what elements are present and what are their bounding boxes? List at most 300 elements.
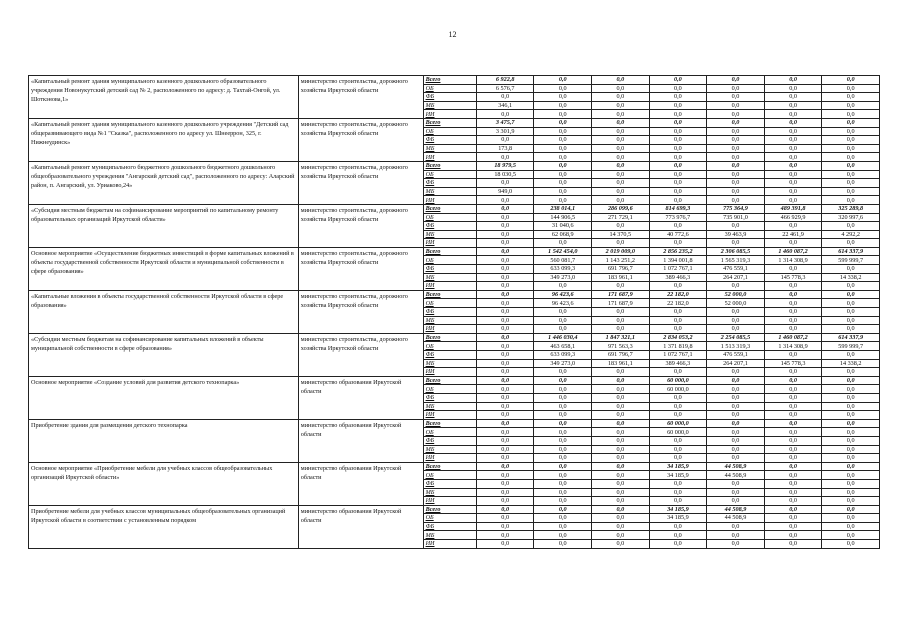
amount-cell: 145 778,3 <box>764 273 822 282</box>
table-row <box>29 505 880 514</box>
amount-cell: 238 014,1 <box>534 204 592 213</box>
amount-cell: 0,0 <box>592 76 650 85</box>
amount-cell: 0,0 <box>534 488 592 497</box>
funding-source: МБ <box>423 230 476 239</box>
amount-cell: 0,0 <box>476 393 534 402</box>
funding-source: ОБ <box>423 84 476 93</box>
funding-source: ИИ <box>423 196 476 205</box>
measure-name: «Капитальный ремонт здания муниципального казенного дошкольного образовательного учреждения Новонукутский детский сад № 2, расположенного по адресу: д. Тахтай-Онгой, ул. Шоткэнова,1» <box>29 76 299 119</box>
amount-cell: 1 314 308,9 <box>764 256 822 265</box>
amount-cell: 22 182,0 <box>649 299 707 308</box>
amount-cell: 0,0 <box>476 522 534 531</box>
amount-cell: 2 856 235,2 <box>649 247 707 256</box>
amount-cell: 0,0 <box>592 144 650 153</box>
amount-cell: 0,0 <box>534 531 592 540</box>
funding-table-body <box>29 76 880 549</box>
amount-cell: 0,0 <box>822 325 880 334</box>
amount-cell: 349 273,0 <box>534 359 592 368</box>
funding-source: Всего <box>423 161 476 170</box>
measure-name: Приобретение мебели для учебных классов муниципальных общеобразовательных организаций Иркутской области в соответствии с установленным порядком <box>29 505 299 548</box>
amount-cell: 0,0 <box>476 290 534 299</box>
amount-cell: 1 314 308,9 <box>764 342 822 351</box>
amount-cell: 0,0 <box>707 445 765 454</box>
amount-cell: 0,0 <box>764 127 822 136</box>
amount-cell: 0,0 <box>649 308 707 317</box>
amount-cell: 0,0 <box>822 316 880 325</box>
table-row <box>29 333 880 342</box>
amount-cell: 0,0 <box>534 505 592 514</box>
amount-cell: 0,0 <box>534 127 592 136</box>
amount-cell: 0,0 <box>822 127 880 136</box>
amount-cell: 39 463,9 <box>707 230 765 239</box>
amount-cell: 0,0 <box>822 402 880 411</box>
amount-cell: 0,0 <box>822 196 880 205</box>
amount-cell: 60 000,0 <box>649 428 707 437</box>
amount-cell: 0,0 <box>822 368 880 377</box>
amount-cell: 0,0 <box>476 359 534 368</box>
amount-cell: 0,0 <box>707 144 765 153</box>
amount-cell: 0,0 <box>592 84 650 93</box>
amount-cell: 0,0 <box>822 351 880 360</box>
amount-cell: 0,0 <box>534 316 592 325</box>
amount-cell: 0,0 <box>592 127 650 136</box>
amount-cell: 0,0 <box>822 531 880 540</box>
table-row <box>29 376 880 385</box>
amount-cell: 0,0 <box>592 385 650 394</box>
amount-cell: 0,0 <box>592 393 650 402</box>
funding-source: Всего <box>423 462 476 471</box>
amount-cell: 34 185,9 <box>649 462 707 471</box>
amount-cell: 0,0 <box>649 222 707 231</box>
amount-cell: 6 576,7 <box>476 84 534 93</box>
amount-cell: 145 778,3 <box>764 359 822 368</box>
amount-cell: 0,0 <box>592 419 650 428</box>
amount-cell: 0,0 <box>534 540 592 549</box>
amount-cell: 0,0 <box>476 497 534 506</box>
amount-cell: 599 999,7 <box>822 342 880 351</box>
amount-cell: 0,0 <box>649 282 707 291</box>
amount-cell: 0,0 <box>764 436 822 445</box>
amount-cell: 31 040,6 <box>534 222 592 231</box>
amount-cell: 0,0 <box>707 488 765 497</box>
amount-cell: 0,0 <box>476 368 534 377</box>
amount-cell: 0,0 <box>592 170 650 179</box>
amount-cell: 0,0 <box>476 204 534 213</box>
amount-cell: 0,0 <box>822 411 880 420</box>
funding-source: Всего <box>423 76 476 85</box>
amount-cell: 0,0 <box>707 385 765 394</box>
amount-cell: 60 000,0 <box>649 385 707 394</box>
amount-cell: 0,0 <box>707 76 765 85</box>
amount-cell: 0,0 <box>476 479 534 488</box>
amount-cell: 0,0 <box>649 368 707 377</box>
amount-cell: 0,0 <box>534 196 592 205</box>
amount-cell: 0,0 <box>764 505 822 514</box>
amount-cell: 0,0 <box>534 393 592 402</box>
amount-cell: 0,0 <box>822 436 880 445</box>
amount-cell: 1 847 321,1 <box>592 333 650 342</box>
amount-cell: 0,0 <box>476 308 534 317</box>
amount-cell: 0,0 <box>707 531 765 540</box>
amount-cell: 0,0 <box>476 196 534 205</box>
amount-cell: 0,0 <box>764 316 822 325</box>
amount-cell: 34 185,9 <box>649 505 707 514</box>
amount-cell: 0,0 <box>707 454 765 463</box>
amount-cell: 0,0 <box>534 144 592 153</box>
executor-name: министерство строительства, дорожного хозяйства Иркутской области <box>298 290 423 333</box>
amount-cell: 0,0 <box>707 239 765 248</box>
amount-cell: 264 207,1 <box>707 273 765 282</box>
amount-cell: 60 000,0 <box>649 419 707 428</box>
amount-cell: 0,0 <box>476 342 534 351</box>
amount-cell: 171 687,9 <box>592 299 650 308</box>
amount-cell: 22 461,9 <box>764 230 822 239</box>
amount-cell: 614 337,9 <box>822 333 880 342</box>
amount-cell: 0,0 <box>476 153 534 162</box>
amount-cell: 0,0 <box>592 436 650 445</box>
amount-cell: 3 475,7 <box>476 118 534 127</box>
amount-cell: 0,0 <box>534 385 592 394</box>
amount-cell: 0,0 <box>476 265 534 274</box>
funding-source: ОБ <box>423 471 476 480</box>
amount-cell: 0,0 <box>534 436 592 445</box>
amount-cell: 346,1 <box>476 101 534 110</box>
amount-cell: 773 976,7 <box>649 213 707 222</box>
amount-cell: 0,0 <box>592 402 650 411</box>
amount-cell: 0,0 <box>822 454 880 463</box>
amount-cell: 1 542 454,0 <box>534 247 592 256</box>
amount-cell: 0,0 <box>764 187 822 196</box>
amount-cell: 0,0 <box>534 376 592 385</box>
amount-cell: 0,0 <box>764 462 822 471</box>
funding-source: ИИ <box>423 153 476 162</box>
measure-name: Основное мероприятие «Приобретение мебели для учебных классов общеобразовательных организаций Иркутской области» <box>29 462 299 505</box>
amount-cell: 0,0 <box>534 497 592 506</box>
amount-cell: 0,0 <box>534 76 592 85</box>
amount-cell: 18 030,5 <box>476 170 534 179</box>
amount-cell: 0,0 <box>764 282 822 291</box>
funding-source: ФБ <box>423 436 476 445</box>
amount-cell: 0,0 <box>534 153 592 162</box>
amount-cell: 0,0 <box>649 454 707 463</box>
amount-cell: 0,0 <box>476 402 534 411</box>
amount-cell: 0,0 <box>649 239 707 248</box>
funding-source: Всего <box>423 419 476 428</box>
amount-cell: 0,0 <box>592 376 650 385</box>
amount-cell: 0,0 <box>476 222 534 231</box>
amount-cell: 0,0 <box>764 428 822 437</box>
amount-cell: 0,0 <box>476 299 534 308</box>
amount-cell: 0,0 <box>649 110 707 119</box>
amount-cell: 0,0 <box>649 161 707 170</box>
amount-cell: 0,0 <box>649 522 707 531</box>
amount-cell: 4 292,2 <box>822 230 880 239</box>
measure-name: «Капитальный ремонт муниципального бюджетного дошкольного бюджетного дошкольного общеобразовательного учреждения "Ангарский детский сад", расположенного по адресу: Аларский район, п. Ангарский, ул. Уриаково,24» <box>29 161 299 204</box>
amount-cell: 0,0 <box>476 325 534 334</box>
funding-source: ОБ <box>423 385 476 394</box>
funding-source: Всего <box>423 118 476 127</box>
amount-cell: 1 446 030,4 <box>534 333 592 342</box>
executor-name: министерство образования Иркутской области <box>298 419 423 462</box>
amount-cell: 0,0 <box>649 196 707 205</box>
amount-cell: 0,0 <box>476 462 534 471</box>
amount-cell: 0,0 <box>822 265 880 274</box>
amount-cell: 0,0 <box>649 170 707 179</box>
amount-cell: 0,0 <box>764 540 822 549</box>
amount-cell: 0,0 <box>534 462 592 471</box>
amount-cell: 34 185,9 <box>649 471 707 480</box>
amount-cell: 0,0 <box>476 419 534 428</box>
amount-cell: 0,0 <box>822 76 880 85</box>
amount-cell: 0,0 <box>649 479 707 488</box>
amount-cell: 775 364,9 <box>707 204 765 213</box>
amount-cell: 0,0 <box>649 531 707 540</box>
amount-cell: 0,0 <box>707 436 765 445</box>
amount-cell: 0,0 <box>534 118 592 127</box>
funding-source: МБ <box>423 402 476 411</box>
amount-cell: 0,0 <box>707 93 765 102</box>
amount-cell: 0,0 <box>822 376 880 385</box>
amount-cell: 0,0 <box>649 497 707 506</box>
amount-cell: 0,0 <box>707 127 765 136</box>
funding-source: ИИ <box>423 540 476 549</box>
funding-source: ОБ <box>423 428 476 437</box>
funding-source: ФБ <box>423 393 476 402</box>
funding-source: ОБ <box>423 299 476 308</box>
amount-cell: 0,0 <box>592 196 650 205</box>
funding-source: Всего <box>423 204 476 213</box>
amount-cell: 0,0 <box>822 290 880 299</box>
amount-cell: 0,0 <box>476 333 534 342</box>
amount-cell: 3 301,9 <box>476 127 534 136</box>
amount-cell: 0,0 <box>476 445 534 454</box>
amount-cell: 560 081,7 <box>534 256 592 265</box>
amount-cell: 0,0 <box>476 316 534 325</box>
amount-cell: 0,0 <box>822 462 880 471</box>
amount-cell: 0,0 <box>822 497 880 506</box>
amount-cell: 0,0 <box>534 471 592 480</box>
funding-source: ОБ <box>423 514 476 523</box>
amount-cell: 0,0 <box>707 316 765 325</box>
amount-cell: 0,0 <box>476 488 534 497</box>
amount-cell: 0,0 <box>592 308 650 317</box>
amount-cell: 0,0 <box>649 76 707 85</box>
amount-cell: 0,0 <box>822 282 880 291</box>
funding-source: ФБ <box>423 222 476 231</box>
amount-cell: 0,0 <box>534 110 592 119</box>
amount-cell: 320 997,6 <box>822 213 880 222</box>
amount-cell: 0,0 <box>534 454 592 463</box>
amount-cell: 0,0 <box>822 101 880 110</box>
amount-cell: 286 099,6 <box>592 204 650 213</box>
amount-cell: 0,0 <box>592 531 650 540</box>
table-row <box>29 247 880 256</box>
funding-source: ИИ <box>423 497 476 506</box>
amount-cell: 0,0 <box>822 505 880 514</box>
executor-name: министерство строительства, дорожного хозяйства Иркутской области <box>298 247 423 290</box>
amount-cell: 0,0 <box>764 351 822 360</box>
amount-cell: 0,0 <box>534 187 592 196</box>
executor-name: министерство строительства, дорожного хозяйства Иркутской области <box>298 118 423 161</box>
amount-cell: 1 143 251,2 <box>592 256 650 265</box>
amount-cell: 0,0 <box>707 179 765 188</box>
amount-cell: 183 961,1 <box>592 273 650 282</box>
funding-source: ОБ <box>423 127 476 136</box>
amount-cell: 0,0 <box>649 393 707 402</box>
amount-cell: 171 687,9 <box>592 290 650 299</box>
amount-cell: 0,0 <box>707 428 765 437</box>
amount-cell: 0,0 <box>764 76 822 85</box>
amount-cell: 40 772,6 <box>649 230 707 239</box>
amount-cell: 44 508,9 <box>707 462 765 471</box>
amount-cell: 0,0 <box>476 351 534 360</box>
amount-cell: 0,0 <box>476 471 534 480</box>
amount-cell: 1 371 819,8 <box>649 342 707 351</box>
amount-cell: 0,0 <box>592 187 650 196</box>
amount-cell: 96 423,6 <box>534 299 592 308</box>
amount-cell: 489 391,8 <box>764 204 822 213</box>
amount-cell: 0,0 <box>649 411 707 420</box>
amount-cell: 0,0 <box>764 454 822 463</box>
funding-source: ИИ <box>423 325 476 334</box>
amount-cell: 0,0 <box>649 127 707 136</box>
amount-cell: 0,0 <box>707 308 765 317</box>
amount-cell: 0,0 <box>476 273 534 282</box>
funding-source: Всего <box>423 290 476 299</box>
amount-cell: 0,0 <box>476 376 534 385</box>
funding-source: ИИ <box>423 368 476 377</box>
amount-cell: 0,0 <box>822 239 880 248</box>
amount-cell: 0,0 <box>822 144 880 153</box>
amount-cell: 0,0 <box>649 445 707 454</box>
amount-cell: 0,0 <box>707 419 765 428</box>
amount-cell: 0,0 <box>707 153 765 162</box>
amount-cell: 0,0 <box>592 316 650 325</box>
amount-cell: 0,0 <box>534 514 592 523</box>
amount-cell: 0,0 <box>476 436 534 445</box>
table-row <box>29 204 880 213</box>
funding-source: ФБ <box>423 179 476 188</box>
measure-name: «Капитальный ремонт здания муниципального казенного дошкольного учреждения "Детский сад общеразвивающего вида №1 "Сказка", расположенного по адресу ул. Шнееррон, 325, г. Нижнеудинск» <box>29 118 299 161</box>
measure-name: Приобретение здания для размещения детского технопарка <box>29 419 299 462</box>
amount-cell: 0,0 <box>592 454 650 463</box>
amount-cell: 0,0 <box>822 393 880 402</box>
amount-cell: 1 072 767,1 <box>649 265 707 274</box>
amount-cell: 0,0 <box>649 101 707 110</box>
amount-cell: 814 699,3 <box>649 204 707 213</box>
amount-cell: 0,0 <box>534 239 592 248</box>
amount-cell: 0,0 <box>764 290 822 299</box>
amount-cell: 14 370,5 <box>592 230 650 239</box>
amount-cell: 0,0 <box>707 368 765 377</box>
amount-cell: 14 338,2 <box>822 359 880 368</box>
amount-cell: 0,0 <box>534 368 592 377</box>
funding-source: ФБ <box>423 265 476 274</box>
amount-cell: 0,0 <box>707 118 765 127</box>
amount-cell: 0,0 <box>476 428 534 437</box>
funding-source: МБ <box>423 187 476 196</box>
amount-cell: 325 289,8 <box>822 204 880 213</box>
amount-cell: 0,0 <box>822 110 880 119</box>
amount-cell: 349 273,0 <box>534 273 592 282</box>
amount-cell: 0,0 <box>534 445 592 454</box>
amount-cell: 0,0 <box>822 514 880 523</box>
amount-cell: 0,0 <box>534 522 592 531</box>
amount-cell: 0,0 <box>822 479 880 488</box>
amount-cell: 0,0 <box>476 411 534 420</box>
funding-source: ИИ <box>423 282 476 291</box>
amount-cell: 52 000,0 <box>707 299 765 308</box>
executor-name: министерство строительства, дорожного хозяйства Иркутской области <box>298 161 423 204</box>
amount-cell: 0,0 <box>476 136 534 145</box>
amount-cell: 0,0 <box>707 325 765 334</box>
funding-source: Всего <box>423 247 476 256</box>
amount-cell: 0,0 <box>764 196 822 205</box>
amount-cell: 0,0 <box>534 479 592 488</box>
amount-cell: 62 068,9 <box>534 230 592 239</box>
amount-cell: 0,0 <box>476 230 534 239</box>
amount-cell: 0,0 <box>592 161 650 170</box>
table-row <box>29 161 880 170</box>
amount-cell: 0,0 <box>592 368 650 377</box>
amount-cell: 0,0 <box>822 93 880 102</box>
amount-cell: 0,0 <box>649 402 707 411</box>
amount-cell: 6 922,8 <box>476 76 534 85</box>
amount-cell: 466 929,9 <box>764 213 822 222</box>
amount-cell: 271 729,1 <box>592 213 650 222</box>
amount-cell: 0,0 <box>822 428 880 437</box>
amount-cell: 0,0 <box>822 488 880 497</box>
amount-cell: 389 466,3 <box>649 273 707 282</box>
amount-cell: 0,0 <box>764 179 822 188</box>
amount-cell: 44 508,9 <box>707 514 765 523</box>
amount-cell: 0,0 <box>764 101 822 110</box>
funding-source: МБ <box>423 273 476 282</box>
amount-cell: 0,0 <box>649 93 707 102</box>
amount-cell: 0,0 <box>592 153 650 162</box>
amount-cell: 2 019 009,0 <box>592 247 650 256</box>
amount-cell: 0,0 <box>476 540 534 549</box>
amount-cell: 0,0 <box>707 540 765 549</box>
amount-cell: 0,0 <box>592 514 650 523</box>
amount-cell: 0,0 <box>707 101 765 110</box>
amount-cell: 144 906,5 <box>534 213 592 222</box>
amount-cell: 0,0 <box>822 153 880 162</box>
amount-cell: 0,0 <box>764 153 822 162</box>
amount-cell: 614 337,9 <box>822 247 880 256</box>
amount-cell: 60 000,0 <box>649 376 707 385</box>
amount-cell: 0,0 <box>764 308 822 317</box>
amount-cell: 0,0 <box>707 222 765 231</box>
funding-source: ФБ <box>423 136 476 145</box>
funding-source: ИИ <box>423 411 476 420</box>
amount-cell: 599 999,7 <box>822 256 880 265</box>
amount-cell: 0,0 <box>764 325 822 334</box>
amount-cell: 0,0 <box>476 385 534 394</box>
amount-cell: 0,0 <box>592 445 650 454</box>
amount-cell: 0,0 <box>764 445 822 454</box>
amount-cell: 0,0 <box>592 497 650 506</box>
amount-cell: 0,0 <box>764 514 822 523</box>
table-row <box>29 118 880 127</box>
amount-cell: 0,0 <box>592 93 650 102</box>
executor-name: министерство строительства, дорожного хозяйства Иркутской области <box>298 333 423 376</box>
funding-source: МБ <box>423 144 476 153</box>
funding-source: МБ <box>423 316 476 325</box>
amount-cell: 2 306 085,5 <box>707 247 765 256</box>
amount-cell: 0,0 <box>592 222 650 231</box>
amount-cell: 1 460 087,2 <box>764 333 822 342</box>
